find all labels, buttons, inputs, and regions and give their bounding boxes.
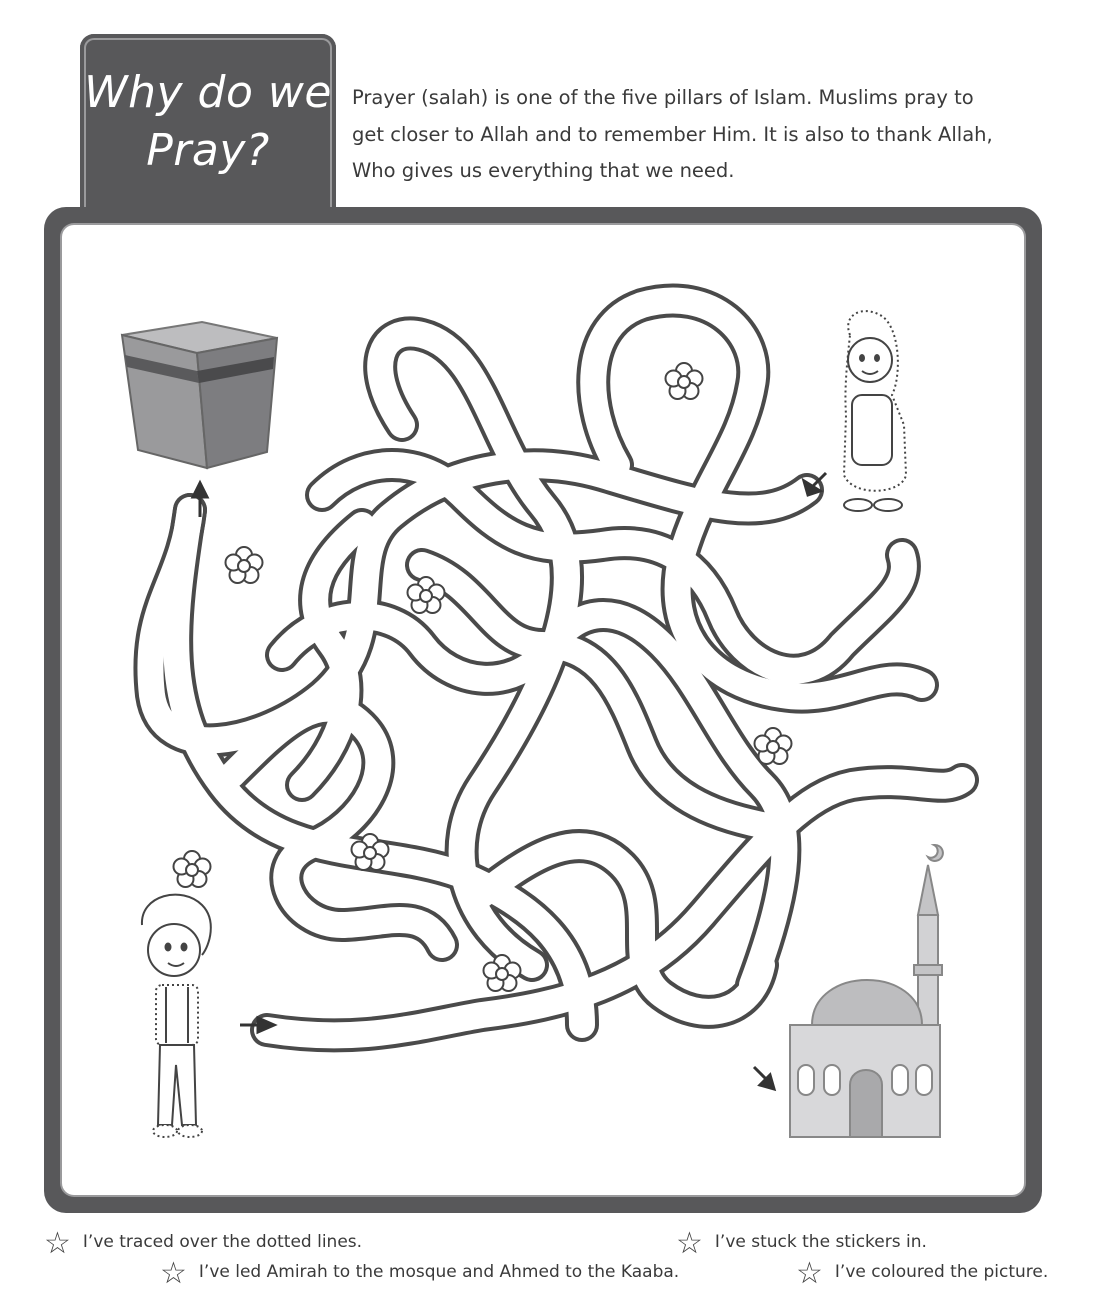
flower-icon xyxy=(226,547,263,583)
intro-line-2: get closer to Allah and to remember Him. It is also to thank Allah, xyxy=(352,122,993,146)
page-title xyxy=(82,64,334,180)
ahmed-illustration xyxy=(142,895,211,1137)
intro-text xyxy=(352,80,1012,190)
title-line-2: Pray? xyxy=(146,125,270,176)
checklist-item-coloured[interactable] xyxy=(796,1256,1048,1291)
flower-icon xyxy=(755,728,792,764)
checklist-item-led[interactable] xyxy=(160,1256,679,1291)
mosque-illustration xyxy=(790,845,943,1137)
flower-icon xyxy=(174,851,211,887)
arrow-down-right-icon xyxy=(754,1067,774,1089)
maze-activity xyxy=(62,225,1024,1195)
checklist-label: I’ve traced over the dotted lines. xyxy=(82,1232,363,1252)
title-line-1: Why do we xyxy=(84,67,332,118)
star-outline-icon[interactable]: ☆ xyxy=(676,1226,703,1261)
star-outline-icon[interactable]: ☆ xyxy=(44,1226,71,1261)
star-outline-icon[interactable]: ☆ xyxy=(160,1256,187,1291)
intro-line-3: Who gives us everything that we need. xyxy=(352,159,735,182)
checklist-label: I’ve led Amirah to the mosque and Ahmed to the Kaaba. xyxy=(198,1262,680,1282)
kaaba-illustration xyxy=(122,322,277,468)
star-outline-icon[interactable]: ☆ xyxy=(796,1256,823,1291)
checklist-label: I’ve stuck the stickers in. xyxy=(714,1232,927,1252)
flower-icon xyxy=(666,363,703,399)
intro-line-1: Prayer (salah) is one of the five pillars of Islam. Muslims pray to xyxy=(352,86,974,109)
checklist-label: I’ve coloured the picture. xyxy=(834,1262,1049,1282)
amirah-illustration xyxy=(844,311,906,511)
maze-paths[interactable] xyxy=(150,300,962,1035)
